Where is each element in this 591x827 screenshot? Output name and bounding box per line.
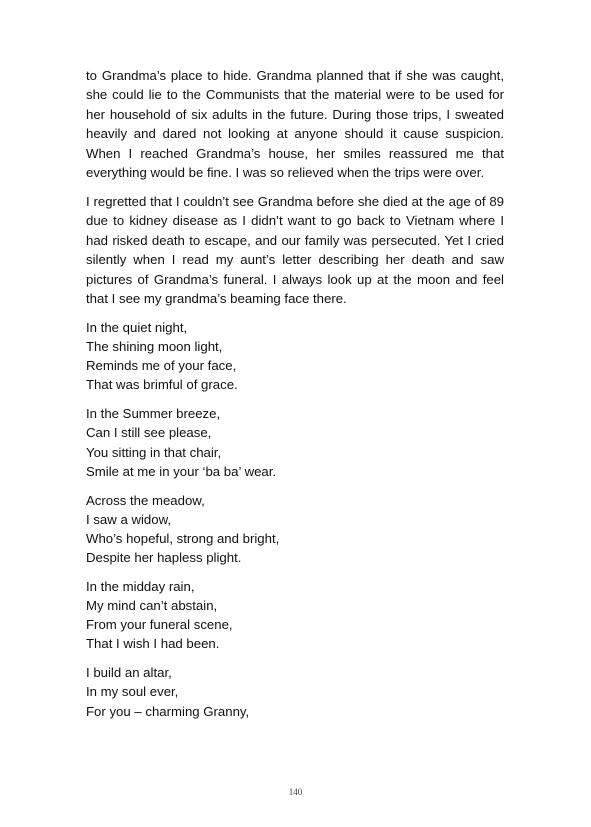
poem-line: That was brimful of grace.: [86, 377, 238, 393]
poem-line: In my soul ever,: [86, 684, 179, 700]
poem-line: From your funeral scene,: [86, 617, 233, 633]
paragraph-text: to Grandma’s place to hide. Grandma planned that if she was caught, she could lie to the Communists that the material were to be used for her household of six adults in the future. During those trips, I sweated heavily and dared not looking at anyone should it cause suspicion. When I reached Grandma’s house, her smiles reassured me that everything would be fine. I was so relieved when the trips were over.: [86, 68, 504, 181]
poem-stanza-5: [86, 663, 504, 721]
poem-line: For you – charming Granny,: [86, 703, 250, 719]
poem-line: In the Summer breeze,: [86, 406, 221, 422]
poem-line: My mind can’t abstain,: [86, 598, 218, 614]
poem-line: Across the meadow,: [86, 492, 205, 508]
poem-line: I saw a widow,: [86, 511, 172, 527]
poem-line: That I wish I had been.: [86, 636, 220, 652]
paragraph-grandma-death: [86, 192, 504, 308]
paragraph-grandma-hiding: [86, 66, 504, 182]
poem-line: Smile at me in your ‘ba ba’ wear.: [86, 463, 277, 479]
poem-line: The shining moon light,: [86, 339, 223, 355]
page-number: 140: [288, 787, 303, 797]
poem-stanza-3: [86, 491, 504, 568]
poem-line: Despite her hapless plight.: [86, 550, 242, 566]
poem-line: You sitting in that chair,: [86, 444, 222, 460]
poem-stanza-2: [86, 404, 504, 481]
poem-line: I build an altar,: [86, 665, 172, 681]
poem-stanza-4: [86, 577, 504, 654]
poem-line: Who’s hopeful, strong and bright,: [86, 530, 280, 546]
poem-line: Reminds me of your face,: [86, 358, 237, 374]
paragraph-text: I regretted that I couldn’t see Grandma before she died at the age of 89 due to kidney disease as I didn’t want to go back to Vietnam where I had risked death to escape, and our family was persecuted. Yet I cried silently when I read my aunt’s letter describing her death and saw pictures of Grandma’s funeral. I always look up at the moon and feel that I see my grandma’s beaming face there.: [86, 193, 504, 306]
poem-line: Can I still see please,: [86, 425, 212, 441]
poem-line: In the quiet night,: [86, 319, 188, 335]
page-content: [86, 66, 504, 730]
poem-line: In the midday rain,: [86, 578, 195, 594]
poem-stanza-1: [86, 318, 504, 395]
